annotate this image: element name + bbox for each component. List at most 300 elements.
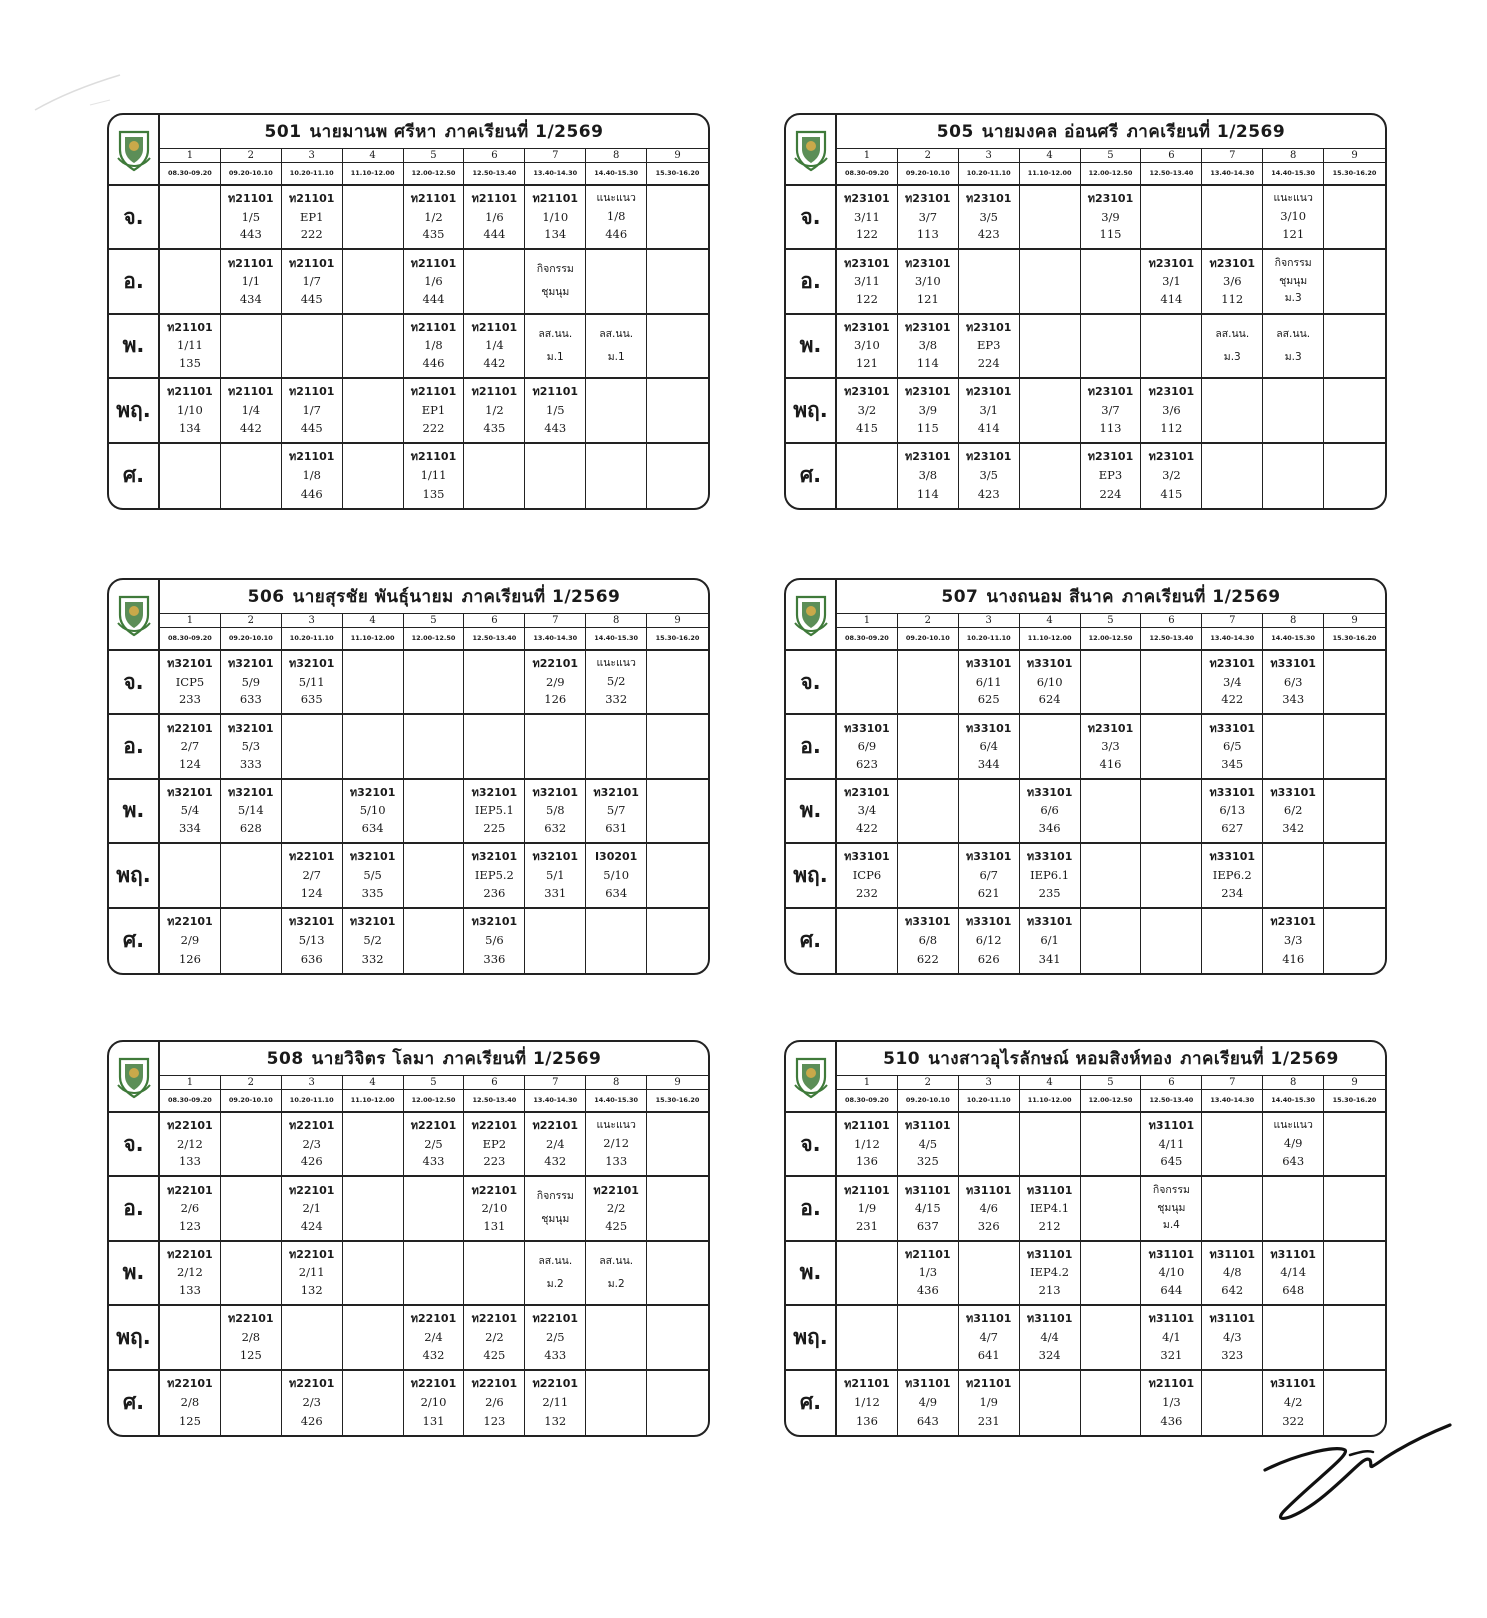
- room-code: 115: [916, 420, 939, 435]
- subject-code: ท21101: [167, 385, 213, 399]
- room-code: 443: [239, 227, 262, 242]
- subject-code: กิจกรรม: [536, 1190, 574, 1203]
- empty-cell: [343, 186, 404, 250]
- class-group: 1/5: [546, 402, 565, 417]
- timetable-grid: [109, 1113, 708, 1435]
- empty-cell: [343, 379, 404, 443]
- empty-cell: [1324, 715, 1385, 779]
- subject-code: ท22101: [288, 850, 335, 864]
- period-time: 11.10-12.00: [1020, 1090, 1081, 1111]
- empty-cell: [1081, 1371, 1142, 1435]
- empty-cell: [1020, 379, 1081, 443]
- subject-code: ท23101: [965, 192, 1012, 206]
- teacher-name: นายมงคล อ่อนศรี: [981, 122, 1119, 142]
- timetable-grid: [786, 1113, 1385, 1435]
- day-label: พฤ.: [786, 379, 837, 443]
- empty-cell: [221, 1371, 282, 1435]
- schedule-cell: [221, 250, 282, 314]
- period-number: 2: [221, 149, 282, 162]
- period-number-row: [837, 614, 1385, 628]
- schedule-cell: [1020, 909, 1081, 973]
- subject-code: ท23101: [1209, 657, 1256, 671]
- empty-cell: [282, 315, 343, 379]
- room-code: 627: [1221, 821, 1244, 836]
- subject-code: ท31101: [1026, 1183, 1073, 1197]
- schedule-cell: [1141, 379, 1202, 443]
- period-number-row: [160, 1076, 708, 1090]
- room-code: 631: [605, 821, 628, 836]
- schedule-cell: [1202, 780, 1263, 844]
- subject-code: ท33101: [1026, 786, 1073, 800]
- schedule-cell: [1263, 909, 1324, 973]
- room-code: 231: [855, 1218, 878, 1233]
- subject-code: ท32101: [228, 657, 274, 671]
- subject-code: ท21101: [844, 1119, 890, 1133]
- empty-cell: [586, 379, 647, 443]
- period-time: 12.00-12.50: [1081, 1090, 1142, 1111]
- subject-code: ท33101: [1026, 850, 1073, 864]
- subject-code: ท32101: [349, 786, 396, 800]
- schedule-cell: [898, 186, 959, 250]
- class-group: 3/3: [1101, 738, 1120, 753]
- subject-code: ท33101: [844, 721, 890, 735]
- period-number: 8: [1263, 614, 1324, 627]
- class-group: 2/2: [606, 1200, 626, 1215]
- class-group: ชุมนุม: [1279, 274, 1308, 287]
- room-code: 633: [239, 692, 262, 707]
- period-number: 8: [586, 614, 647, 627]
- period-time: 09.20-10.10: [898, 628, 959, 649]
- room-code: 426: [300, 1154, 323, 1169]
- room-code: 114: [916, 356, 939, 371]
- empty-cell: [898, 780, 959, 844]
- class-group: 2/7: [302, 867, 321, 882]
- empty-cell: [898, 651, 959, 715]
- class-group: 1/12: [854, 1136, 880, 1151]
- class-group: 6/5: [1223, 738, 1242, 753]
- period-number: 7: [1202, 1076, 1263, 1089]
- empty-cell: [837, 909, 898, 973]
- empty-cell: [1324, 1242, 1385, 1306]
- class-group: 4/2: [1283, 1395, 1303, 1410]
- room-number: 508: [266, 1048, 304, 1069]
- subject-code: ท33101: [844, 850, 890, 864]
- class-group: 1/7: [302, 402, 321, 417]
- empty-cell: [647, 1371, 708, 1435]
- timetable-title: [837, 580, 1385, 614]
- class-group: 3/6: [1223, 273, 1242, 288]
- class-group: 4/7: [979, 1329, 998, 1344]
- class-group: EP1: [299, 209, 324, 224]
- schedule-cell: [1202, 844, 1263, 908]
- room-code: 115: [1099, 227, 1122, 242]
- class-group: 5/2: [363, 933, 382, 948]
- empty-cell: [221, 444, 282, 508]
- class-group: 1/11: [177, 338, 203, 353]
- schedule-cell: [586, 651, 647, 715]
- day-label: อ.: [786, 250, 837, 314]
- class-group: 6/4: [979, 738, 998, 753]
- schedule-cell: [959, 844, 1020, 908]
- class-group: 3/1: [979, 402, 998, 417]
- schedule-cell: [282, 250, 343, 314]
- logo-cell: [109, 580, 160, 651]
- empty-cell: [1081, 651, 1142, 715]
- room-number: 507: [941, 586, 979, 607]
- period-number: 1: [837, 1076, 898, 1089]
- room-code: 446: [605, 227, 628, 242]
- empty-cell: [1020, 1371, 1081, 1435]
- schedule-cell: [282, 1177, 343, 1241]
- term-label: ภาคเรียนที่ 1/2569: [1122, 587, 1281, 607]
- teacher-name: นายมานพ ศรีหา: [309, 122, 437, 142]
- schedule-cell: [1141, 1371, 1202, 1435]
- subject-code: ท23101: [1209, 256, 1256, 270]
- empty-cell: [464, 715, 525, 779]
- empty-cell: [1081, 315, 1142, 379]
- subject-code: ท23101: [1148, 450, 1195, 464]
- subject-code: ท22101: [410, 1312, 457, 1326]
- subject-code: ท23101: [1087, 721, 1134, 735]
- room-code: 434: [239, 291, 262, 306]
- schedule-cell: [898, 444, 959, 508]
- schedule-cell: [404, 1371, 465, 1435]
- term-label: ภาคเรียนที่ 1/2569: [1126, 122, 1286, 142]
- period-time: 13.40-14.30: [1202, 163, 1263, 184]
- room-code: 125: [178, 1413, 201, 1428]
- room-code: 422: [1221, 692, 1244, 707]
- empty-cell: [647, 379, 708, 443]
- teacher-name: นายวิจิตร โลมา: [311, 1049, 435, 1069]
- subject-code: ท21101: [844, 1183, 890, 1197]
- subject-code: ท33101: [1209, 850, 1256, 864]
- room-code: 444: [422, 291, 445, 306]
- room-code: 121: [855, 356, 878, 371]
- empty-cell: [343, 1113, 404, 1177]
- empty-cell: [282, 715, 343, 779]
- period-time: 14.40-15.30: [586, 628, 647, 649]
- period-number: 5: [404, 149, 465, 162]
- schedule-cell: [221, 1306, 282, 1370]
- subject-code: ท31101: [1148, 1312, 1195, 1326]
- schedule-cell: [586, 1113, 647, 1177]
- class-group: 2/7: [180, 738, 200, 753]
- room-code: 231: [977, 1413, 1000, 1428]
- empty-cell: [1263, 1177, 1324, 1241]
- schedule-cell: [160, 1113, 221, 1177]
- class-group: 4/9: [1283, 1136, 1303, 1151]
- room-code: 423: [977, 486, 1000, 501]
- class-group: 2/10: [420, 1395, 447, 1410]
- subject-code: ท33101: [965, 657, 1012, 671]
- class-group: 4/15: [914, 1200, 941, 1215]
- schedule-cell: [464, 1177, 525, 1241]
- empty-cell: [343, 1371, 404, 1435]
- period-time: 12.00-12.50: [404, 163, 465, 184]
- class-group: 3/9: [918, 402, 938, 417]
- class-group: 5/2: [606, 674, 626, 689]
- empty-cell: [464, 444, 525, 508]
- period-number: 2: [898, 149, 959, 162]
- class-group: 1/1: [241, 273, 261, 288]
- class-group: 4/9: [918, 1395, 938, 1410]
- subject-code: ท23101: [1087, 385, 1134, 399]
- subject-code: แนะแนว: [1273, 192, 1313, 205]
- empty-cell: [1324, 1113, 1385, 1177]
- schedule-cell: [1263, 186, 1324, 250]
- subject-code: ท23101: [965, 321, 1012, 335]
- class-group: 2/11: [542, 1395, 569, 1410]
- empty-cell: [1020, 250, 1081, 314]
- room-code: 323: [1221, 1347, 1244, 1362]
- empty-cell: [1263, 444, 1324, 508]
- room-number: 501: [264, 121, 302, 142]
- room-code: 224: [977, 356, 1000, 371]
- class-group: 2/4: [546, 1136, 565, 1151]
- schedule-cell: [1020, 780, 1081, 844]
- schedule-cell: [1263, 250, 1324, 314]
- class-group: 2/12: [177, 1265, 203, 1280]
- class-group: 3/8: [918, 468, 938, 483]
- subject-code: แนะแนว: [596, 192, 636, 205]
- room-code: 432: [544, 1154, 567, 1169]
- period-time: 09.20-10.10: [221, 628, 282, 649]
- schedule-cell: [586, 1242, 647, 1306]
- day-label: ศ.: [109, 1371, 160, 1435]
- subject-code: ท21101: [410, 450, 457, 464]
- class-group: 1/6: [424, 273, 443, 288]
- class-group: 3/4: [1223, 674, 1242, 689]
- class-group: 5/13: [298, 933, 325, 948]
- period-number-row: [837, 1076, 1385, 1090]
- period-number: 4: [343, 1076, 404, 1089]
- period-time: 08.30-09.20: [837, 628, 898, 649]
- class-group: 2/9: [180, 933, 200, 948]
- empty-cell: [464, 651, 525, 715]
- period-number: 6: [1141, 149, 1202, 162]
- schedule-cell: [837, 844, 898, 908]
- schedule-cell: [837, 1371, 898, 1435]
- period-time: 10.20-11.10: [282, 628, 343, 649]
- room-code: 423: [977, 227, 1000, 242]
- period-time: 11.10-12.00: [343, 163, 404, 184]
- room-code: 416: [1099, 756, 1122, 771]
- period-time: 10.20-11.10: [959, 1090, 1020, 1111]
- class-group: 4/4: [1040, 1329, 1059, 1344]
- subject-code: ท32101: [532, 786, 579, 800]
- period-time: 12.50-13.40: [464, 1090, 525, 1111]
- period-time-row: [837, 628, 1385, 651]
- empty-cell: [959, 250, 1020, 314]
- subject-code: ท31101: [1209, 1248, 1256, 1262]
- schedule-cell: [1020, 844, 1081, 908]
- period-time: 08.30-09.20: [160, 163, 221, 184]
- schedule-cell: [343, 780, 404, 844]
- schedule-cell: [959, 1177, 1020, 1241]
- empty-cell: [1324, 651, 1385, 715]
- class-group: 1/12: [854, 1395, 880, 1410]
- period-time: 09.20-10.10: [221, 163, 282, 184]
- subject-code: ท33101: [965, 915, 1012, 929]
- period-time: 11.10-12.00: [1020, 163, 1081, 184]
- timetable-title: [160, 115, 708, 149]
- room-code: 424: [300, 1218, 323, 1233]
- period-number: 6: [464, 1076, 525, 1089]
- schedule-cell: [160, 1371, 221, 1435]
- class-group: 1/10: [542, 209, 569, 224]
- empty-cell: [1202, 1113, 1263, 1177]
- class-group: 2/8: [241, 1329, 261, 1344]
- empty-cell: [1324, 780, 1385, 844]
- period-number: 1: [160, 614, 221, 627]
- schedule-cell: [525, 315, 586, 379]
- subject-code: ท22101: [288, 1119, 335, 1133]
- logo-cell: [109, 1042, 160, 1113]
- schedule-cell: [404, 315, 465, 379]
- schedule-cell: [160, 780, 221, 844]
- empty-cell: [343, 1306, 404, 1370]
- room-code: 222: [300, 227, 323, 242]
- subject-code: ท21101: [1148, 1377, 1195, 1391]
- empty-cell: [404, 1177, 465, 1241]
- class-group: 3/10: [854, 338, 880, 353]
- class-group: 2/12: [603, 1136, 630, 1151]
- schedule-cell: [464, 1113, 525, 1177]
- room-code: 332: [361, 951, 384, 966]
- empty-cell: [525, 909, 586, 973]
- room-code: 222: [422, 420, 445, 435]
- empty-cell: [343, 1177, 404, 1241]
- subject-code: ท31101: [1148, 1119, 1195, 1133]
- subject-code: ท22101: [532, 657, 579, 671]
- room-code: 415: [1160, 486, 1183, 501]
- period-number: 4: [343, 149, 404, 162]
- schedule-cell: [464, 315, 525, 379]
- period-time: 12.00-12.50: [1081, 628, 1142, 649]
- class-group: ม.1: [546, 350, 564, 363]
- schedule-cell: [586, 186, 647, 250]
- period-number: 6: [464, 614, 525, 627]
- room-code: 236: [483, 885, 506, 900]
- class-group: IEP4.2: [1030, 1265, 1070, 1280]
- room-code: 637: [916, 1218, 939, 1233]
- subject-code: ท22101: [167, 1248, 213, 1262]
- subject-code: ท32101: [228, 786, 274, 800]
- subject-code: ท23101: [1270, 915, 1316, 929]
- subject-code: ท21101: [228, 256, 274, 270]
- empty-cell: [404, 780, 465, 844]
- empty-cell: [160, 1306, 221, 1370]
- schedule-cell: [160, 651, 221, 715]
- period-time: 09.20-10.10: [221, 1090, 282, 1111]
- class-group: 6/11: [975, 674, 1002, 689]
- class-group: IEP5.1: [474, 803, 514, 818]
- timetable-title: [837, 115, 1385, 149]
- schedule-cell: [586, 315, 647, 379]
- class-group: 1/2: [424, 209, 443, 224]
- empty-cell: [282, 780, 343, 844]
- room-code: 621: [977, 885, 1000, 900]
- school-crest-icon: [794, 1055, 828, 1099]
- schedule-cell: [837, 780, 898, 844]
- period-number: 4: [1020, 614, 1081, 627]
- period-time-row: [837, 163, 1385, 186]
- subject-code: ท22101: [471, 1119, 518, 1133]
- empty-cell: [898, 844, 959, 908]
- empty-cell: [837, 1306, 898, 1370]
- period-time: 08.30-09.20: [160, 628, 221, 649]
- schedule-cell: [464, 909, 525, 973]
- schedule-cell: [1202, 250, 1263, 314]
- empty-cell: [160, 250, 221, 314]
- schedule-cell: [1141, 1306, 1202, 1370]
- empty-cell: [1141, 844, 1202, 908]
- subject-code: ท22101: [288, 1248, 335, 1262]
- room-code: 442: [239, 420, 262, 435]
- empty-cell: [1324, 379, 1385, 443]
- empty-cell: [221, 1242, 282, 1306]
- schedule-cell: [525, 1371, 586, 1435]
- class-group: 1/8: [424, 338, 443, 353]
- room-code: 443: [544, 420, 567, 435]
- schedule-cell: [586, 780, 647, 844]
- period-number-row: [160, 149, 708, 163]
- class-group: 4/8: [1223, 1265, 1242, 1280]
- schedule-cell: [464, 780, 525, 844]
- class-group: 5/9: [241, 674, 261, 689]
- room-code: 628: [239, 821, 262, 836]
- subject-code: ท21101: [228, 385, 274, 399]
- logo-cell: [786, 580, 837, 651]
- empty-cell: [1324, 909, 1385, 973]
- room-code: 134: [544, 227, 567, 242]
- room-code: 134: [178, 420, 201, 435]
- room-code: 446: [300, 486, 323, 501]
- timetable-card: [107, 113, 710, 510]
- schedule-cell: [282, 1113, 343, 1177]
- subject-code: ท23101: [844, 385, 890, 399]
- day-label: อ.: [109, 715, 160, 779]
- subject-code: ท22101: [532, 1312, 579, 1326]
- day-label: จ.: [109, 651, 160, 715]
- period-time: 12.00-12.50: [404, 628, 465, 649]
- empty-cell: [647, 844, 708, 908]
- room-code: 335: [361, 885, 384, 900]
- subject-code: ท21101: [288, 192, 335, 206]
- period-time: 14.40-15.30: [586, 163, 647, 184]
- school-crest-icon: [117, 128, 151, 172]
- schedule-cell: [525, 1242, 586, 1306]
- room-code: 626: [977, 951, 1000, 966]
- room-code: 632: [544, 821, 567, 836]
- empty-cell: [160, 186, 221, 250]
- logo-cell: [786, 115, 837, 186]
- schedule-cell: [404, 186, 465, 250]
- empty-cell: [404, 1242, 465, 1306]
- class-group: 2/5: [424, 1136, 443, 1151]
- schedule-cell: [898, 1177, 959, 1241]
- subject-code: ท32101: [167, 786, 213, 800]
- subject-code: ท21101: [410, 321, 457, 335]
- schedule-cell: [1020, 1306, 1081, 1370]
- subject-code: ท21101: [228, 192, 274, 206]
- subject-code: ท33101: [905, 915, 951, 929]
- empty-cell: [586, 715, 647, 779]
- schedule-cell: [1020, 1242, 1081, 1306]
- room-code: 131: [483, 1218, 506, 1233]
- class-group: 4/1: [1162, 1329, 1181, 1344]
- class-group: 3/7: [918, 209, 938, 224]
